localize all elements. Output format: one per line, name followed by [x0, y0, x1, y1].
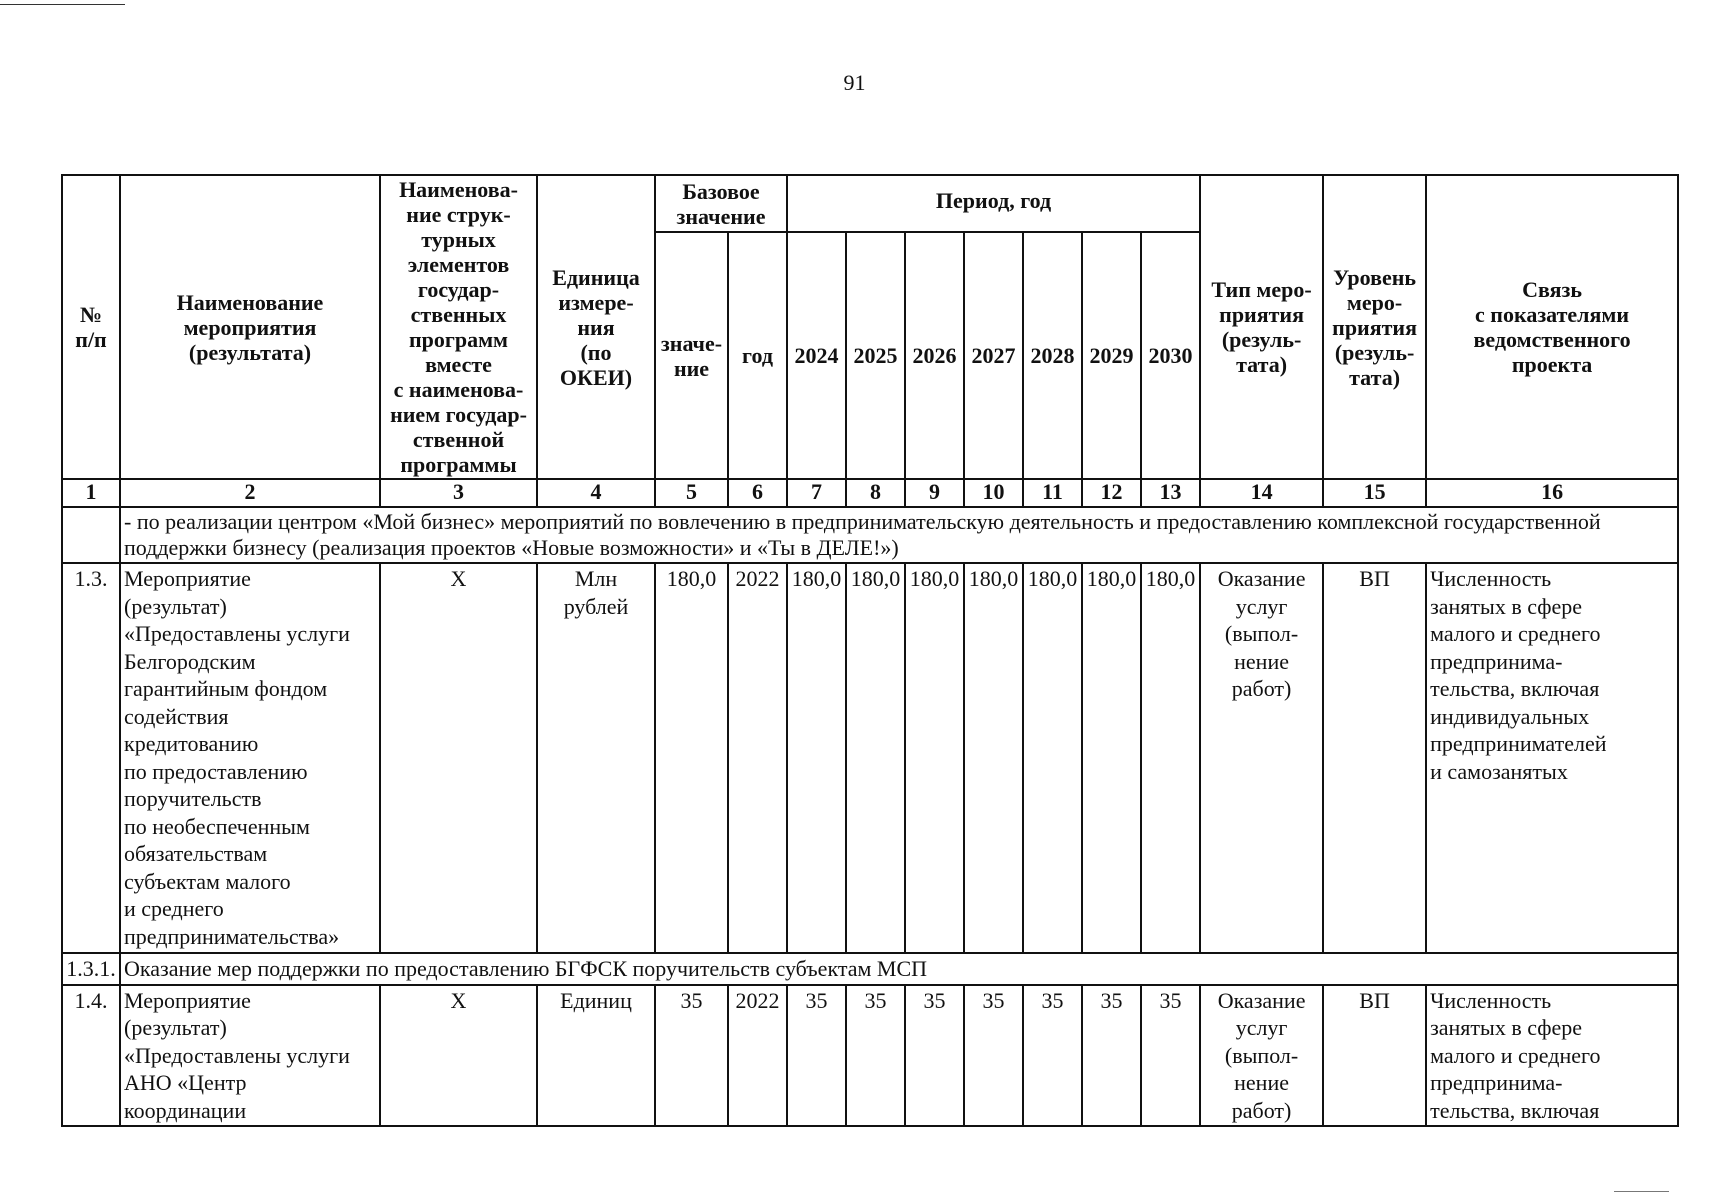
- header-year: 2029: [1082, 232, 1141, 479]
- column-number: 13: [1141, 479, 1200, 507]
- column-number: 7: [787, 479, 846, 507]
- header-period: Период, год: [787, 175, 1200, 232]
- year-value: 180,0: [1082, 563, 1141, 953]
- page-number: 91: [843, 70, 866, 95]
- measure-level: ВП: [1323, 563, 1426, 953]
- header-base: Базовое значение: [655, 175, 787, 232]
- indicator-link: Численность занятых в сфере малого и среднего предпринима- тельства, включая индивидуальных предпринимателей и самозанятых: [1426, 563, 1678, 953]
- year-value: 180,0: [1141, 563, 1200, 953]
- indicator-link: Численность занятых в сфере малого и среднего предпринима- тельства, включая: [1426, 985, 1678, 1127]
- measure-level: ВП: [1323, 985, 1426, 1127]
- row-number: 1.3.: [62, 563, 120, 953]
- column-number: 11: [1023, 479, 1082, 507]
- column-number: 1: [62, 479, 120, 507]
- header-name: Наименование мероприятия (результата): [120, 175, 380, 479]
- year-value: 180,0: [1023, 563, 1082, 953]
- corner-rule: [0, 4, 125, 5]
- year-value: 35: [846, 985, 905, 1127]
- year-value: 180,0: [787, 563, 846, 953]
- header-type: Тип меро- приятия (резуль- тата): [1200, 175, 1323, 479]
- header-level: Уровень меро- приятия (резуль- тата): [1323, 175, 1426, 479]
- row-number: 1.4.: [62, 985, 120, 1127]
- header-year: 2024: [787, 232, 846, 479]
- column-number: 9: [905, 479, 964, 507]
- column-number: 4: [537, 479, 655, 507]
- struct-element: Х: [380, 563, 537, 953]
- year-value: 35: [1141, 985, 1200, 1127]
- indicators-table: [61, 174, 1679, 1127]
- column-number: 8: [846, 479, 905, 507]
- column-number: 2: [120, 479, 380, 507]
- header-unit: Единица измере- ния (по ОКЕИ): [537, 175, 655, 479]
- base-year: 2022: [728, 563, 787, 953]
- year-value: 35: [787, 985, 846, 1127]
- column-number: 15: [1323, 479, 1426, 507]
- base-value: 180,0: [655, 563, 728, 953]
- corner-rule-bottom: [1614, 1191, 1669, 1192]
- subitem-text: Оказание мер поддержки по предоставлению БГФСК поручительств субъектам МСП: [120, 953, 1678, 985]
- column-number: 14: [1200, 479, 1323, 507]
- header-year: 2028: [1023, 232, 1082, 479]
- base-value: 35: [655, 985, 728, 1127]
- header-base-year: год: [728, 232, 787, 479]
- struct-element: Х: [380, 985, 537, 1127]
- measure-type: Оказание услуг (выпол- нение работ): [1200, 563, 1323, 953]
- unit: Единиц: [537, 985, 655, 1127]
- column-numbers-row: [62, 479, 1678, 507]
- header-year: 2025: [846, 232, 905, 479]
- section-text: - по реализации центром «Мой бизнес» мероприятий по вовлечению в предпринимательскую деятельность и предоставлению комплексной государственной поддержки бизнесу (реализация проектов «Новые возможности» и «Ты в ДЕЛЕ!»): [120, 507, 1678, 563]
- column-number: 5: [655, 479, 728, 507]
- column-number: 3: [380, 479, 537, 507]
- header-link: Связь с показателями ведомственного проекта: [1426, 175, 1678, 479]
- column-number: 16: [1426, 479, 1678, 507]
- header-num: № п/п: [62, 175, 120, 479]
- header-struct: Наименова- ние струк- турных элементов государ- ственных программ вместе с наименова- нием государ- ственной программы: [380, 175, 537, 479]
- year-value: 35: [1082, 985, 1141, 1127]
- table-row-1-3-1: [62, 953, 1678, 985]
- column-number: 10: [964, 479, 1023, 507]
- year-value: 35: [1023, 985, 1082, 1127]
- year-value: 35: [905, 985, 964, 1127]
- header-base-value: значе- ние: [655, 232, 728, 479]
- column-number: 6: [728, 479, 787, 507]
- year-value: 180,0: [846, 563, 905, 953]
- header-year: 2030: [1141, 232, 1200, 479]
- year-value: 180,0: [964, 563, 1023, 953]
- measure-name: Мероприятие (результат) «Предоставлены услуги АНО «Центр координации: [120, 985, 380, 1127]
- year-value: 180,0: [905, 563, 964, 953]
- measure-type: Оказание услуг (выпол- нение работ): [1200, 985, 1323, 1127]
- header-year: 2026: [905, 232, 964, 479]
- row-number: 1.3.1.: [62, 953, 120, 985]
- table-row-1-3: [62, 563, 1678, 953]
- section-row: [62, 507, 1678, 563]
- header-year: 2027: [964, 232, 1023, 479]
- unit: Млн рублей: [537, 563, 655, 953]
- section-num-cell: [62, 507, 120, 563]
- measure-name: Мероприятие (результат) «Предоставлены услуги Белгородским гарантийным фондом содействия кредитованию по предоставлению поручительств по необеспеченным обязательствам субъектам малого и среднего предпринимательства»: [120, 563, 380, 953]
- year-value: 35: [964, 985, 1023, 1127]
- base-year: 2022: [728, 985, 787, 1127]
- table-row-1-4: [62, 985, 1678, 1127]
- column-number: 12: [1082, 479, 1141, 507]
